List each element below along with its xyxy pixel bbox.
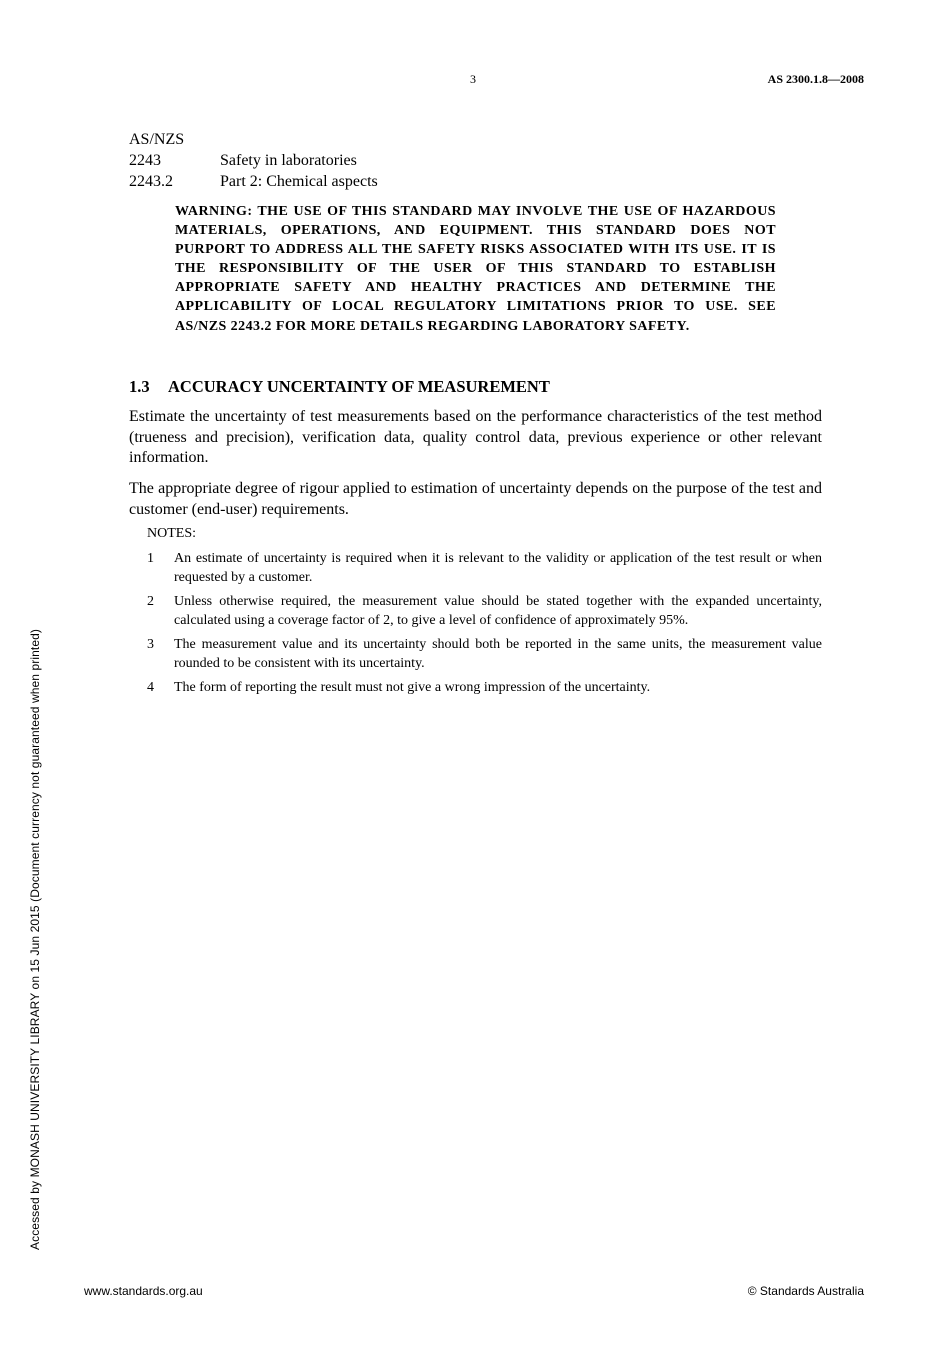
section-number: 1.3: [129, 377, 150, 396]
note-text: An estimate of uncertainty is required when it is relevant to the validity or application of the test result or when requested by a customer.: [174, 551, 822, 585]
note-item: [147, 549, 822, 587]
note-number: 2: [147, 594, 154, 609]
footer-copyright: © Standards Australia: [747, 1284, 864, 1298]
note-number: 1: [147, 551, 154, 566]
reference-prefix: AS/NZS: [129, 131, 185, 148]
note-text: Unless otherwise required, the measurement value should be stated together with the expanded uncertainty, calculated using a coverage factor of 2, to give a level of confidence of approximately 95%.: [174, 594, 822, 628]
section-heading: [129, 377, 550, 397]
reference-title: Part 2: Chemical aspects: [220, 173, 378, 190]
document-id: AS 2300.1.8—2008: [767, 72, 864, 86]
body-paragraph: The appropriate degree of rigour applied to estimation of uncertainty depends on the purpose of the test and customer (end-user) requirements.: [129, 480, 822, 518]
section-title: ACCURACY UNCERTAINTY OF MEASUREMENT: [168, 377, 550, 396]
page-number: 3: [470, 72, 476, 86]
notes-list: [147, 549, 822, 702]
reference-item: [129, 150, 378, 171]
reference-title: Safety in laboratories: [220, 152, 357, 169]
access-watermark: Accessed by MONASH UNIVERSITY LIBRARY on 15 Jun 2015 (Document currency not guaranteed when printed): [28, 629, 42, 1250]
note-item: [147, 592, 822, 630]
body-paragraph: Estimate the uncertainty of test measurements based on the performance characteristics of the test method (trueness and precision), verification data, quality control data, previous experience or other relevant information.: [129, 408, 822, 466]
reference-code: 2243.2: [129, 173, 173, 190]
note-number: 3: [147, 637, 154, 652]
reference-code: 2243: [129, 152, 161, 169]
reference-item: [129, 171, 378, 192]
note-text: The measurement value and its uncertainty should both be reported in the same units, the measurement value rounded to be consistent with its uncertainty.: [174, 637, 822, 671]
note-number: 4: [147, 680, 154, 695]
note-item: [147, 635, 822, 673]
reference-list: [129, 129, 378, 192]
note-item: [147, 678, 822, 697]
note-text: The form of reporting the result must not give a wrong impression of the uncertainty.: [174, 680, 651, 695]
footer-url: www.standards.org.au: [84, 1284, 203, 1298]
notes-label: NOTES:: [147, 526, 196, 541]
warning-block: WARNING: THE USE OF THIS STANDARD MAY INVOLVE THE USE OF HAZARDOUS MATERIALS, OPERATIONS, AND EQUIPMENT. THIS STANDARD DOES NOT PURPORT TO ADDRESS ALL THE SAFETY RISKS ASSOCIATED WITH ITS USE. IT IS THE RESPONSIBILITY OF THE USER OF THIS STANDARD TO ESTABLISH APPROPRIATE SAFETY AND HEALTHY PRACTICES AND DETERMINE THE APPLICABILITY OF LOCAL REGULATORY LIMITATIONS PRIOR TO USE. SEE AS/NZS 2243.2 FOR MORE DETAILS REGARDING LABORATORY SAFETY.: [175, 204, 776, 334]
